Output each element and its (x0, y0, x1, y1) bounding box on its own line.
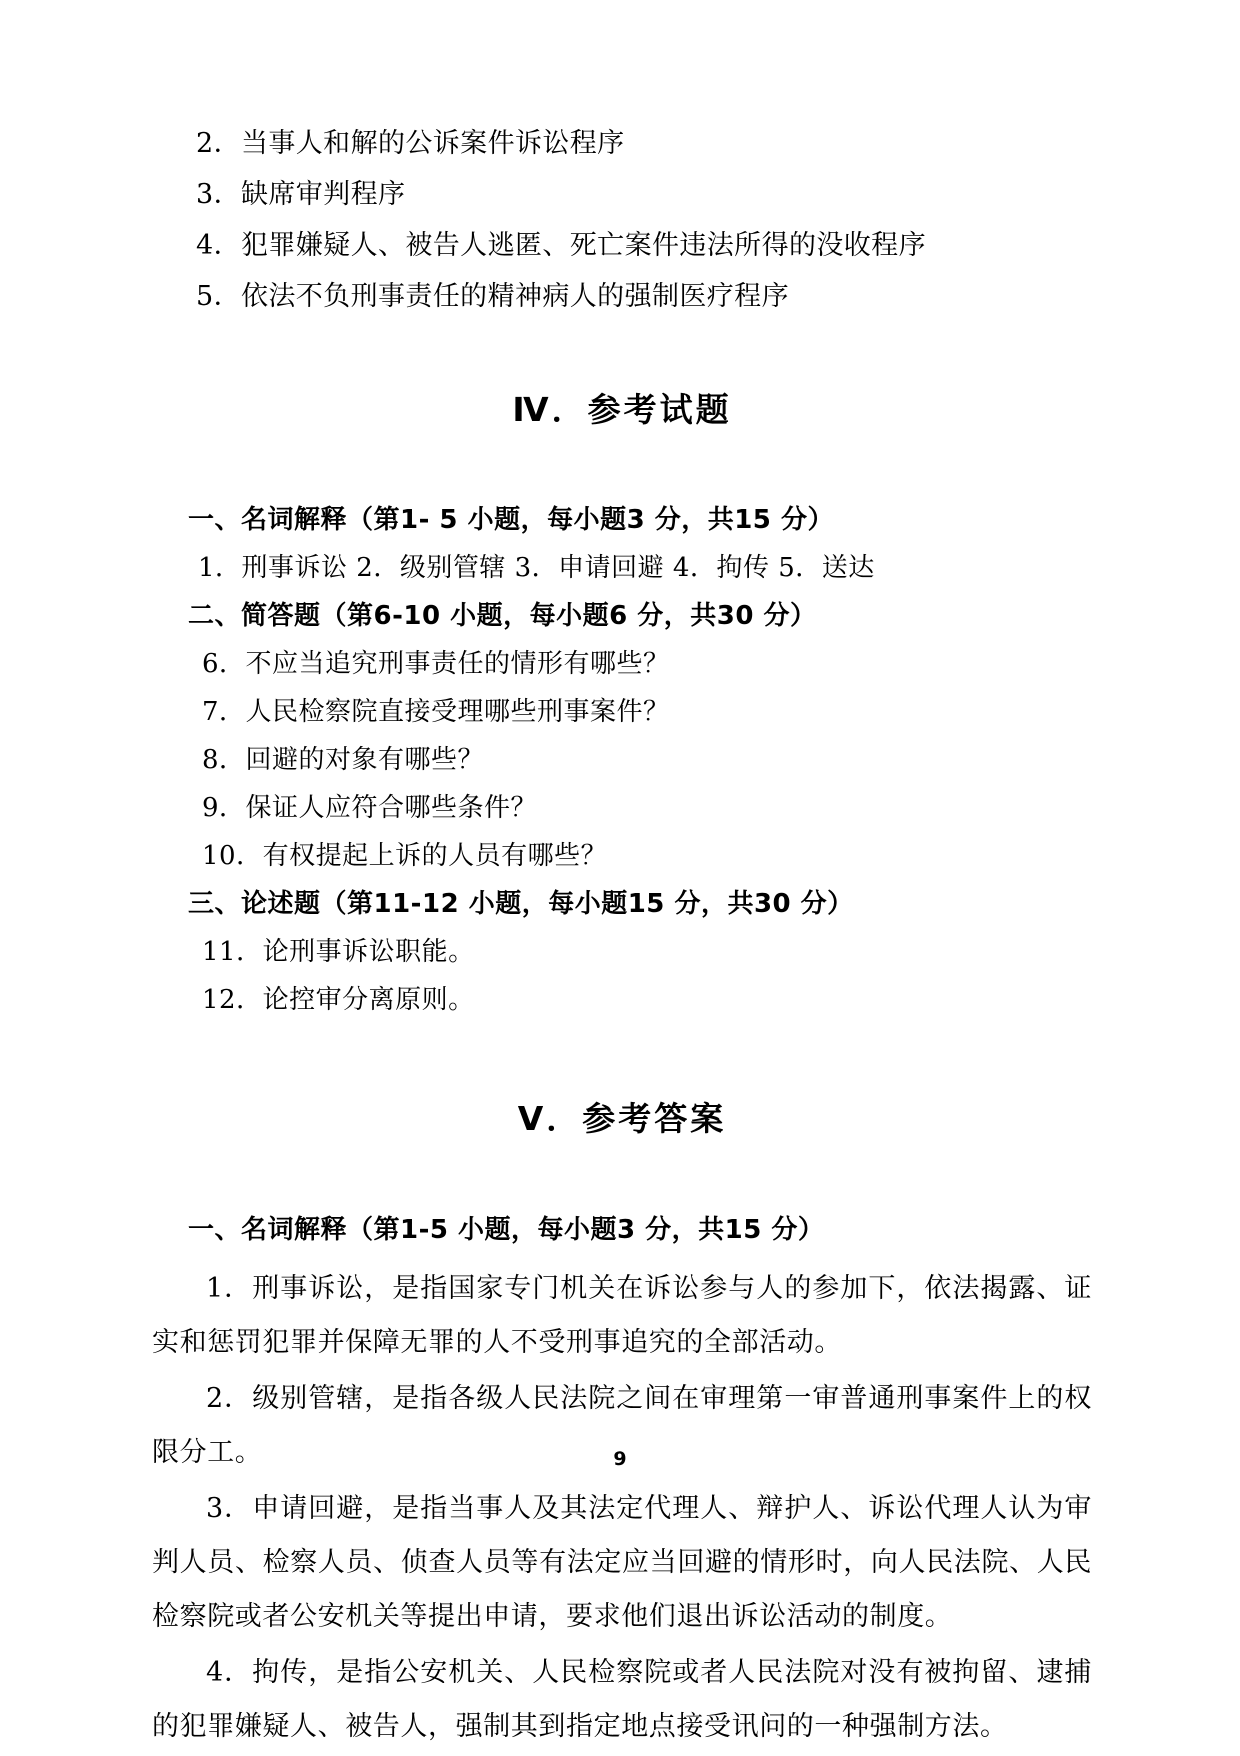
question-item: 12．论控审分离原则。 (202, 985, 475, 1015)
list-item: 4．犯罪嫌疑人、被告人逃匿、死亡案件违法所得的没收程序 (196, 230, 926, 261)
answer-paragraph: 4．拘传，是指公安机关、人民检察院或者人民法院对没有被拘留、逮捕的犯罪嫌疑人、被告人，强制其到指定地点接受讯问的一种强制方法。 (152, 1657, 1092, 1742)
answers-part-one-heading: 一、名词解释（第1-5 小题，每小题3 分，共15 分） (188, 1215, 825, 1245)
section-heading-answers: Ⅴ．参考答案 (517, 1099, 727, 1138)
answer-paragraph: 1．刑事诉讼，是指国家专门机关在诉讼参与人的参加下，依法揭露、证实和惩罚犯罪并保障无罪的人不受刑事追究的全部活动。 (152, 1273, 1092, 1358)
answers-part-one (152, 1206, 1092, 1754)
page-number: 9 (613, 1448, 627, 1470)
part-three-heading: 三、论述题（第11-12 小题，每小题15 分，共30 分） (188, 889, 854, 919)
list-item: 5．依法不负刑事责任的精神病人的强制医疗程序 (196, 281, 789, 312)
exam-part-three (152, 881, 1092, 1023)
answer-paragraph: 2．级别管辖，是指各级人民法院之间在审理第一审普通刑事案件上的权限分工。 (152, 1383, 1092, 1468)
list-item: 2．当事人和解的公诉案件诉讼程序 (196, 128, 625, 159)
terms-line: 1．刑事诉讼 2．级别管辖 3．申请回避 4．拘传 5．送达 (198, 553, 875, 583)
part-one-heading: 一、名词解释（第1- 5 小题，每小题3 分，共15 分） (188, 505, 834, 535)
procedures-list (152, 120, 1092, 320)
spacer (152, 431, 1092, 497)
question-item: 9．保证人应符合哪些条件？ (202, 793, 538, 823)
answer-paragraph: 3．申请回避，是指当事人及其法定代理人、辩护人、诉讼代理人认为审判人员、检察人员、侦查人员等有法定应当回避的情形时，向人民法院、人民检察院或者公安机关等提出申请，要求他们退出诉讼活动的制度。 (152, 1493, 1092, 1632)
page-content (152, 120, 1092, 1756)
question-item: 8．回避的对象有哪些？ (202, 745, 485, 775)
question-item: 10．有权提起上诉的人员有哪些？ (202, 841, 608, 871)
section-heading-exam: Ⅳ．参考试题 (512, 390, 732, 429)
part-two-heading: 二、简答题（第6-10 小题，每小题6 分，共30 分） (188, 601, 817, 631)
question-item: 6．不应当追究刑事责任的情形有哪些？ (202, 649, 670, 679)
spacer (152, 1140, 1092, 1206)
question-item: 11．论刑事诉讼职能。 (202, 937, 475, 967)
question-item: 7．人民检察院直接受理哪些刑事案件？ (202, 697, 670, 727)
exam-part-two (152, 593, 1092, 879)
list-item: 3．缺席审判程序 (196, 179, 406, 210)
exam-part-one (152, 497, 1092, 591)
